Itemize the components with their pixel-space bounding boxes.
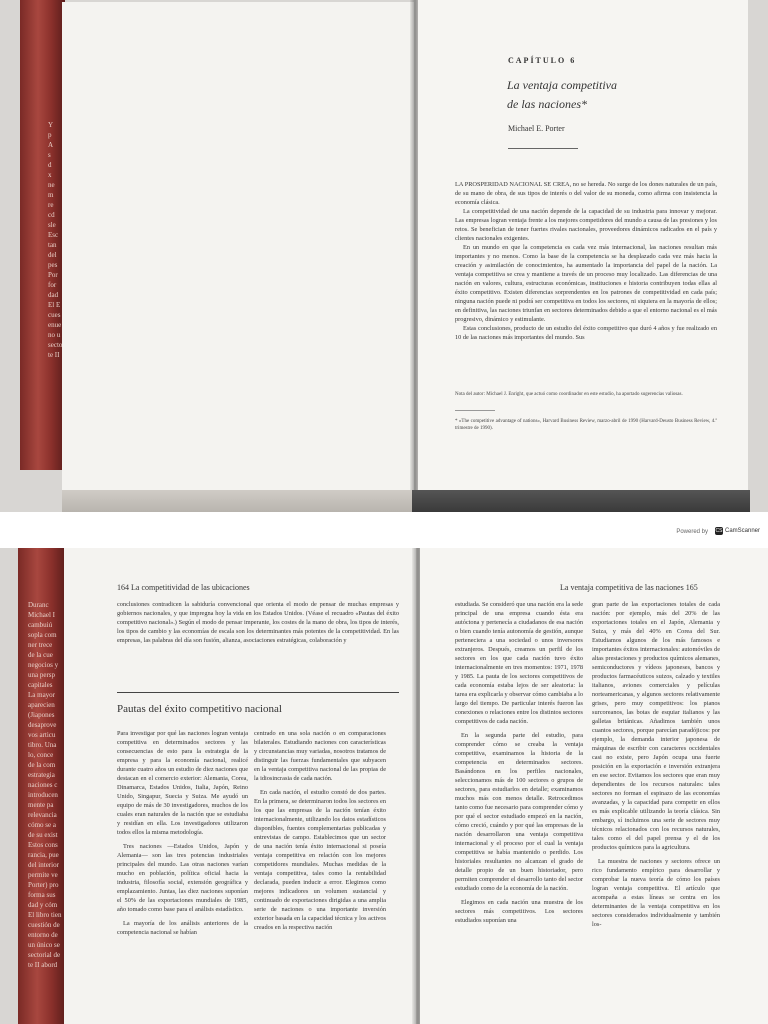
spine-text-top: Y p A s d x ne m re cd sle Esc tan del pes Por for dad El E cues enue no u secto te II [48, 121, 63, 359]
scanner-brand [715, 527, 760, 535]
scan-shadow-top [410, 490, 750, 512]
author-note: Nota del autor: Michael J. Enright, que actuó como coordinador en este estudio, ha aportado sugerencias valiosas. [455, 392, 683, 397]
box-paragraph: estudiada. Se consideró que una nación era la sede principal de una empresa cuando ésta era autóctona y pertenecía a ciudadanos de esa nación o bien cuando tenía autonomía de gestión, aunque perteneciera a una sociedad o unos inversores extranjeros. Después, creamos un perfil de los sectores en los que cada nación tuvo éxito internacionalmente en tres momentos: 1971, 1978 y 1985. La pauta de los sectores competitivos de cada economía estaba lejos de ser aleatoria: la tarea era explicarla y observar cómo cambiaba a lo largo del tiempo. De particular interés fueron las conexiones o relaciones entre los distintos sectores competitivos de cada nación. [455, 601, 584, 725]
scan-shadow-left [62, 490, 412, 512]
book-spine-top [20, 0, 65, 470]
scanner-brand-name: CamScanner [724, 528, 760, 534]
box-paragraph: La muestra de naciones y sectores ofrece un rico fundamento empírico para desarrollar y comprobar la nueva teoría de cómo los países logran ventaja competitiva. El artículo que acompaña a estas líneas se centra en los determinantes de la ventaja competitiva en los sectores considerados individualmente y también los- [592, 858, 720, 928]
running-head-left: 164 La competitividad de las ubicaciones [117, 583, 250, 592]
box-column-1 [117, 729, 248, 937]
powered-by-label: Powered by [676, 529, 708, 535]
body-paragraph: LA PROSPERIDAD NACIONAL SE CREA, no se hereda. No surge de los dones naturales de un país, de su mano de obra, de sus tipos de interés o del valor de su moneda, como afirma con insistencia la economía clásica. [455, 181, 717, 206]
box-paragraph: Elegimos en cada nación una muestra de los sectores más competitivos. Los sectores estudiados suponían una [455, 899, 583, 924]
section-heading: Pautas del éxito competitivo nacional [117, 703, 282, 715]
book-spine-bottom [18, 548, 66, 1024]
running-head-right: La ventaja competitiva de las naciones 165 [560, 583, 698, 592]
box-paragraph: gran parte de las exportaciones totales de cada nación: por ejemplo, más del 20% de las exportaciones totales en el Japón, Alemania y Suiza, y más del 40% en Corea del Sur. Estudiamos algunos de los más famosos e importantes éxitos internacionales: automóviles de altas prestaciones y productos químicos alemanes, semiconductores y vídeos japoneses, bancos y productos farmacéuticos suizos, calzado y textiles italianos, aviones comerciales y películas norteamericanas, y algunos sectores relativamente grises, pero muy competitivos: los pianos surcoreanos, las botas de esquiar italianos y las galletas británicas. Añadimos también unos cuantos sectores, porque parecían paradójicos: por ejemplo, la demanda interior japonesa de máquinas de escribir con caracteres occidentales casi no existe, pero Japón ocupa una fuerte posición en la exportación e inversión extranjera en ese sector. Evitamos los sectores que eran muy dependientes de los recursos naturales: tales sectores no forman el espinazo de las economías avanzadas, y la capacidad para competir en ellos es más explicable utilizando la teoría clásica. Sin embargo, sí incluimos una serie de sectores muy técnicos relacionados con los recursos naturales, tales como el del papel prensa y el de los productos químicos para la agricultura. [592, 601, 720, 851]
blank-left-page [62, 2, 414, 492]
box-paragraph: La mayoría de los análisis anteriores de la competencia nacional se habían [117, 920, 248, 936]
chapter-footnote: * «The competitive advantage of nations», Harvard Business Review, marzo-abril de 1990 (Harvard-Deusto Business Review, 4.º trimestre de 1990). [455, 419, 717, 431]
left-intro-text [117, 600, 399, 645]
scan-page-bottom [0, 548, 768, 1024]
body-paragraph: Estas conclusiones, producto de un estudio del éxito competitivo que duró 4 años y fue realizado en 10 de las naciones más importantes del mundo. Sus [455, 325, 717, 341]
box-paragraph: Para investigar por qué las naciones logran ventaja competitiva en determinados sectores y las consecuencias de esto para la estrategia de la empresa y para la economía nacional, realicé durante cuatro años un estudio de diez naciones que destacan en el comercio exterior: Alemania, Corea, Dinamarca, Estados Unidos, Italia, Japón, Reino Unido, Singapur, Suecia y Suiza. Me ayudó un equipo de más de 30 investigadores, muchos de los cuales eran naturales de la nación que se estudiaba y residían en ella. Los investigadores utilizaron todos ellos la misma metodología. [117, 730, 248, 836]
box-paragraph: En la segunda parte del estudio, para comprender cómo se creaba la ventaja competitiva, examinamos la historia de la competencia en determinados sectores. Basándonos en los perfiles nacionales, seleccionamos más de 100 sectores o grupos de sectores, para estudiarlos en detalle; examinamos muchos más con menos detalle. Retrocedimos tanto como fue necesario para comprender cómo y por qué el sector estudiado empezó en la nación, cómo creció, cuándo y por qué las empresas de la nación desarrollaron una ventaja competitiva internacional y el proceso por el cual la ventaja competitiva se había mantenido o perdido. Los historiales resultantes no alcanzan el grado de detalle propio de un buen historiador, pero permiten comprender el desarrollo tanto del sector estudiado como de la economía de la nación. [455, 732, 583, 892]
chapter-author: Michael E. Porter [508, 124, 565, 133]
author-rule [508, 148, 578, 149]
box-top-rule [117, 692, 399, 693]
right-column-2 [592, 600, 720, 929]
chapter-body-text [455, 180, 717, 342]
footnote-rule [455, 410, 495, 411]
camscanner-logo-icon: CS [715, 528, 723, 534]
chapter-label: CAPÍTULO 6 [508, 56, 577, 65]
chapter-title-line2: de las naciones* [507, 97, 587, 111]
body-paragraph: La competitividad de una nación depende de la capacidad de su industria para innovar y mejorar. Las empresas logran ventaja frente a los mejores competidores del mundo a causa de las presiones y los retos. Se benefician de tener fuertes rivales nacionales, proveedores dinámicos radicados en el país y clientes nacionales exigentes. [455, 208, 717, 242]
box-paragraph: centrado en una sola nación o en comparaciones bilaterales. Estudiando naciones con características y circunstancias muy variadas, nosotros tratamos de distinguir las fuerzas fundamentales que subyacen en la ventaja competitiva nacional de las propias de la idiosincrasia de cada nación. [254, 730, 386, 782]
box-paragraph: Tres naciones —Estados Unidos, Japón y Alemania— son las tres potencias industriales principales del mundo. Las otras naciones varían mucho en población, política oficial hacia la industria, filosofía social, extensión geográfica y emplazamiento. Juntas, las diez naciones suponían el 50% de las exportaciones mundiales de 1985, año tomado como base para el análisis estadístico. [117, 843, 248, 913]
scanner-watermark-bar [0, 524, 768, 542]
spine-text-bottom: Duranc Michael I cambuiú sopla com ner trece de la cue negocios y una persp capitales La mayor aparecien (Jiapones desaprove vos articu tibro. Una lo, conce de la com estrategia naciones c introducen mente pa relevancia cómo se a de su exist Estos cons rancia, pue del interior permite ve Porter) pro forma sus dad y cóm El libro tien cuestión de entorno de un único se sectorial de te II abord [28, 601, 62, 969]
box-paragraph: En cada nación, el estudio constó de dos partes. En la primera, se determinaron todos los sectores en los que las empresas de la nación tenían éxito internacionalmente, utilizando los datos estadísticos disponibles, fuentes complementarias publicadas y entrevistas de campo. Establecimos que un sector de una nación tenía éxito internacional si poseía ventaja competitiva en relación con los mejores competidores mundiales. Muchas medidas de la ventaja competitiva, tales como la rentabilidad declarada, pueden inducir a error. Elegimos como mejores indicadores un volumen sustancial y continuado de exportaciones dirigidas a una amplia serie de naciones o una importante inversión exterior basada en la capacidad técnica y los activos creados en la respectiva nación [254, 789, 386, 931]
right-column-1 [455, 600, 583, 925]
intro-paragraph: conclusiones contradicen la sabiduría convencional que orienta el modo de pensar de muchas empresas y gobiernos nacionales, y que impregna hoy la vida en los Estados Unidos. (Véase el recuadro «Pautas del éxito competitivo nacional».) Según el modo de pensar imperante, los costes de la mano de obra, los tipos de interés, los tipos de cambio y las economías de escala son los determinantes más potentes de la competitividad. En las empresas, las palabras del día son fusión, alianza, asociaciones estratégicas, colaboración y [117, 601, 399, 644]
chapter-title-line1: La ventaja competitiva [507, 78, 617, 92]
body-paragraph: En un mundo en que la competencia es cada vez más internacional, las naciones resultan más importantes y no menos. Como la base de la competencia se ha desplazado cada vez más hacia la creación y asimilación de conocimientos, ha aumentado la importancia del papel de la nación. La ventaja competitiva se crea y mantiene a través de un proceso muy localizado. Las diferencias de una nación en valores, cultura, estructuras económicas, instituciones e historia contribuyen todas ellas al éxito competitivo. Existen diferencias sorprendentes en los patrones de competitividad en cada país; ninguna nación puede ni podrá ser competitiva en todos los sectores, ni siquiera en la mayoría de ellos; en definitiva, las naciones triunfan en sectores determinados debido a que el entorno nacional es el más progresivo, dinámico y estimulante. [455, 244, 717, 323]
box-column-2 [254, 729, 386, 932]
